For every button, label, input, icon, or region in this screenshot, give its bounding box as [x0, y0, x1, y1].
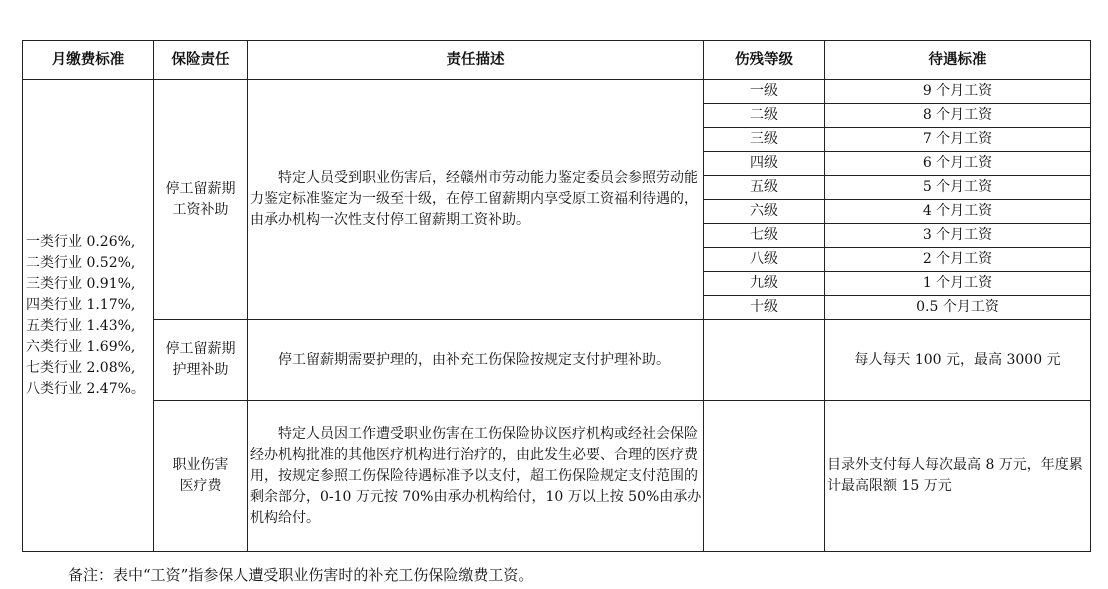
- description-medical: [248, 401, 704, 552]
- standard-medical: 目录外支付每人每次最高 8 万元，年度累计最高限额 15 万元: [825, 401, 1091, 552]
- standard-cell: 7 个月工资: [825, 128, 1091, 152]
- responsibility-label: 医疗费: [179, 478, 222, 494]
- responsibility-label: 职业伤害: [172, 457, 229, 473]
- responsibility-label: 停工留薪期: [165, 341, 236, 357]
- level-cell: 二级: [704, 104, 825, 128]
- level-cell: 五级: [704, 176, 825, 200]
- level-empty-cell: [704, 401, 825, 552]
- level-cell: 一级: [704, 80, 825, 104]
- rate-line: 五类行业 1.43%,: [26, 317, 136, 334]
- rate-line: 一类行业 0.26%,: [26, 233, 136, 250]
- responsibility-label: 工资补助: [172, 201, 229, 218]
- description-text: 停工留薪期需要护理的，由补充工伤保险按规定支付护理补助。: [278, 351, 670, 368]
- header-description: 责任描述: [248, 41, 704, 80]
- responsibility-medical: [154, 401, 248, 552]
- description-text: 特定人员因工作遭受职业伤害在工伤保险协议医疗机构或经社会保险经办机构批准的其他医疗机构进行治疗的，由此发生必要、合理的医疗费用，按规定参照工伤保险待遇标准予以支付，超工伤保险规定支付范围的剩余部分，0-10 万元按 70%由承办机构给付，10 万以上按 50%由承办机构给付。: [250, 425, 702, 526]
- rate-line: 三类行业 0.91%,: [26, 275, 136, 292]
- table-header-row: [23, 41, 1091, 80]
- standard-cell: 9 个月工资: [825, 80, 1091, 104]
- rate-line: 四类行业 1.17%,: [26, 296, 136, 313]
- rate-cell: [23, 80, 154, 552]
- header-responsibility: 保险责任: [154, 41, 248, 80]
- level-cell: 六级: [704, 200, 825, 224]
- standard-cell: 5 个月工资: [825, 176, 1091, 200]
- responsibility-label: 护理补助: [172, 362, 229, 378]
- header-disability-level: 伤残等级: [704, 41, 825, 80]
- responsibility-label: 停工留薪期: [165, 180, 236, 197]
- rate-line: 八类行业 2.47%。: [26, 380, 145, 397]
- level-cell: 九级: [704, 272, 825, 296]
- table-row: [23, 80, 1091, 104]
- table-note: 备注：表中“工资”指参保人遭受职业伤害时的补充工伤保险缴费工资。: [68, 566, 534, 584]
- insurance-benefit-table: [22, 40, 1091, 552]
- header-benefit-standard: 待遇标准: [825, 41, 1091, 80]
- rate-line: 二类行业 0.52%,: [26, 254, 136, 271]
- level-cell: 四级: [704, 152, 825, 176]
- rate-line: 六类行业 1.69%,: [26, 338, 136, 355]
- rate-line: 七类行业 2.08%,: [26, 359, 136, 376]
- level-empty-cell: [704, 320, 825, 401]
- description-text: 特定人员受到职业伤害后，经赣州市劳动能力鉴定委员会参照劳动能力鉴定标准鉴定为一级至十级，在停工留薪期内享受原工资福利待遇的，由承办机构一次性支付停工留薪期工资补助。: [250, 170, 698, 228]
- standard-cell: 8 个月工资: [825, 104, 1091, 128]
- level-cell: 十级: [704, 296, 825, 320]
- level-cell: 三级: [704, 128, 825, 152]
- standard-cell: 2 个月工资: [825, 248, 1091, 272]
- header-rate: 月缴费标准: [23, 41, 154, 80]
- standard-cell: 4 个月工资: [825, 200, 1091, 224]
- table-row: [23, 401, 1091, 552]
- standard-cell: 1 个月工资: [825, 272, 1091, 296]
- standard-cell: 0.5 个月工资: [825, 296, 1091, 320]
- description-wage-subsidy: [248, 80, 704, 320]
- standard-nursing: 每人每天 100 元，最高 3000 元: [825, 320, 1091, 401]
- description-nursing-subsidy: [248, 320, 704, 401]
- standard-cell: 3 个月工资: [825, 224, 1091, 248]
- standard-cell: 6 个月工资: [825, 152, 1091, 176]
- level-cell: 七级: [704, 224, 825, 248]
- level-cell: 八级: [704, 248, 825, 272]
- responsibility-wage-subsidy: [154, 80, 248, 320]
- responsibility-nursing-subsidy: [154, 320, 248, 401]
- table-row: [23, 320, 1091, 401]
